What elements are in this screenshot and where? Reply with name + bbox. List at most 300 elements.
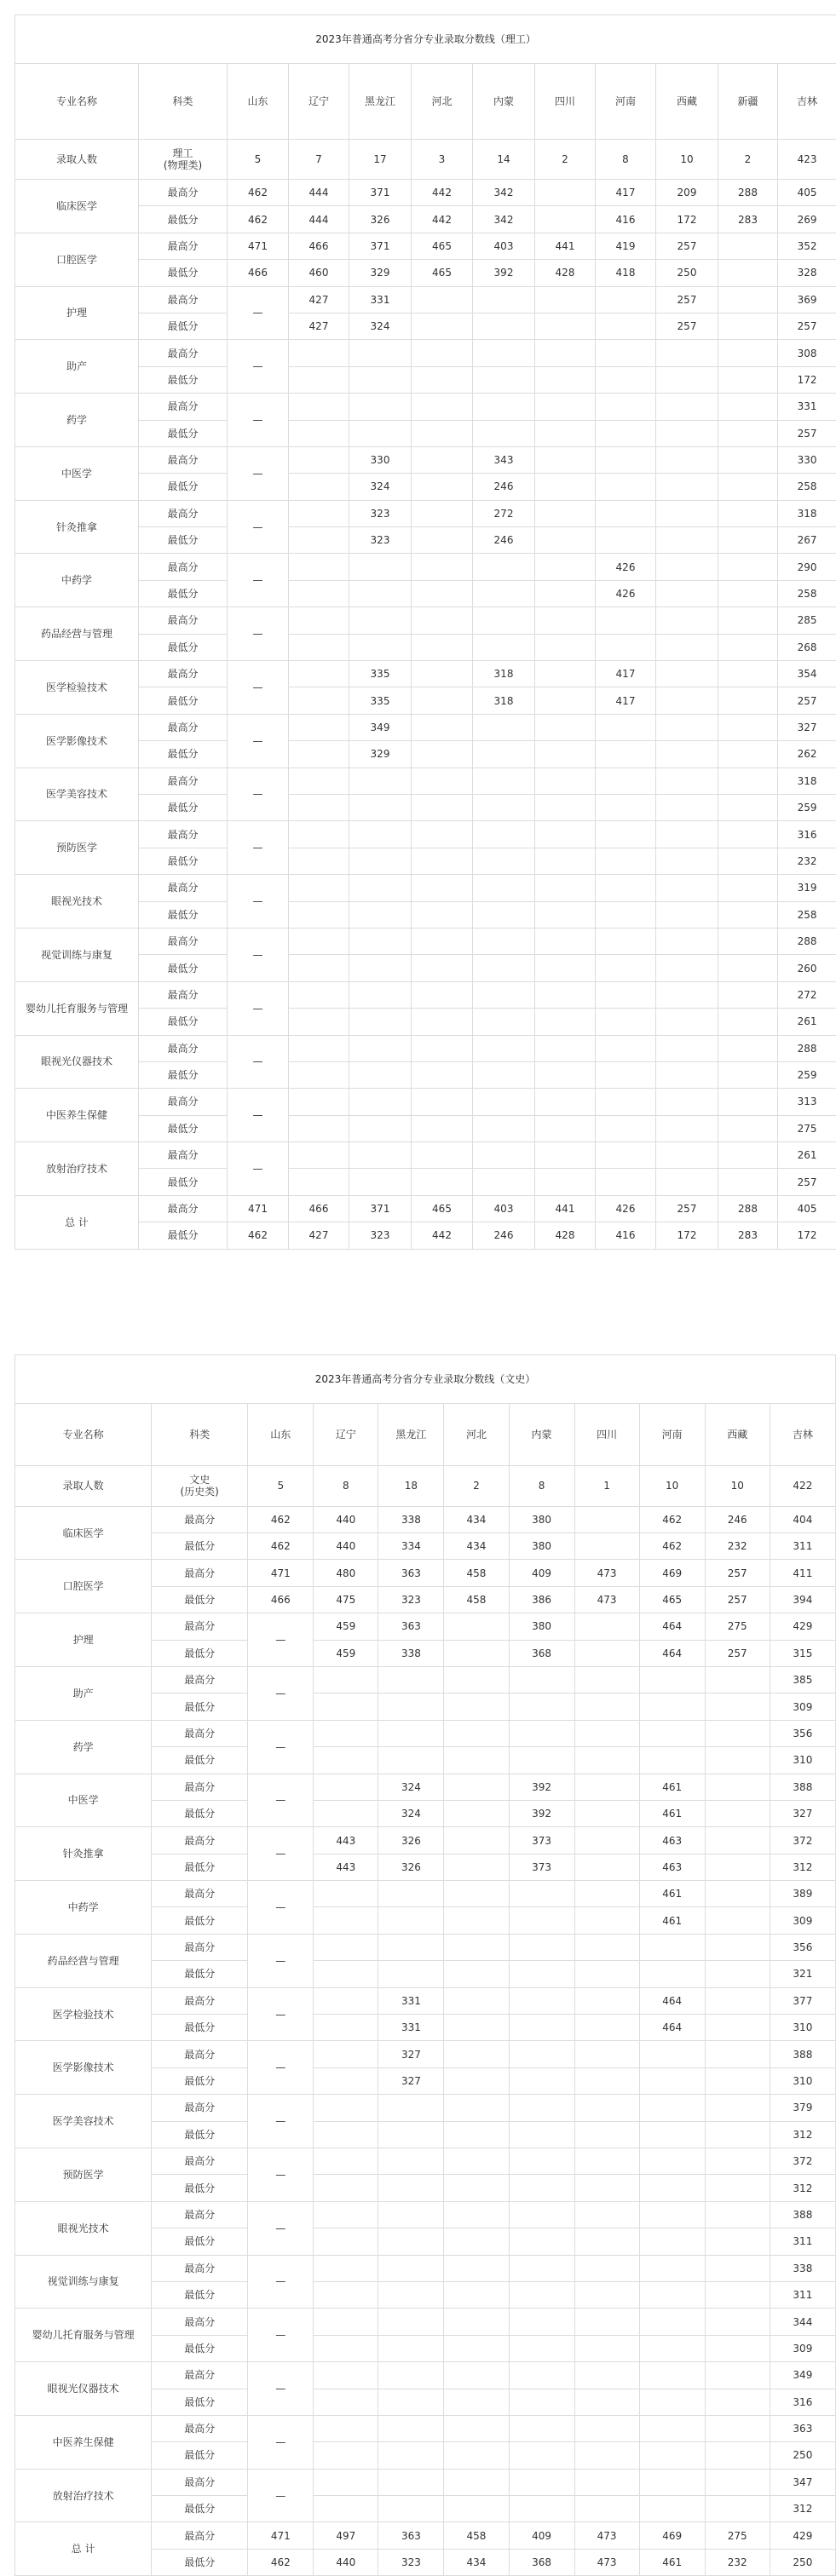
score-type-label: 最高分 xyxy=(139,875,228,901)
table-row xyxy=(15,2041,836,2067)
score-cell xyxy=(705,2442,770,2469)
score-cell xyxy=(314,2281,378,2308)
score-cell: 272 xyxy=(473,500,535,526)
score-cell xyxy=(535,607,596,634)
score-cell xyxy=(574,1774,639,1800)
score-cell xyxy=(289,527,349,554)
score-cell xyxy=(574,1613,639,1640)
score-type-label: 最低分 xyxy=(139,794,228,820)
not-enrolled-dash: — xyxy=(228,928,289,981)
score-cell: 443 xyxy=(314,1827,378,1854)
score-cell: 257 xyxy=(656,286,718,313)
score-type-label: 最低分 xyxy=(152,1586,248,1613)
not-enrolled-dash: — xyxy=(228,394,289,447)
score-cell xyxy=(656,794,718,820)
score-cell xyxy=(574,1881,639,1907)
score-cell: 426 xyxy=(596,1195,656,1222)
score-cell xyxy=(574,2281,639,2308)
major-name: 眼视光仪器技术 xyxy=(15,1035,139,1089)
score-cell xyxy=(349,981,412,1008)
score-cell xyxy=(718,527,778,554)
score-cell xyxy=(509,2121,574,2148)
score-cell: 342 xyxy=(473,180,535,206)
score-cell: 257 xyxy=(778,687,836,714)
score-cell xyxy=(639,2228,705,2255)
score-cell: 461 xyxy=(639,1800,705,1826)
not-enrolled-dash: — xyxy=(228,1142,289,1196)
score-cell xyxy=(412,794,473,820)
score-cell xyxy=(705,1987,770,2014)
score-cell: 349 xyxy=(770,2362,835,2389)
score-cell xyxy=(509,2148,574,2175)
score-cell xyxy=(656,714,718,740)
score-cell xyxy=(412,848,473,874)
score-cell xyxy=(656,768,718,794)
not-enrolled-dash: — xyxy=(248,1987,314,2041)
score-cell xyxy=(656,1115,718,1141)
score-type-label: 最高分 xyxy=(139,821,228,848)
score-cell xyxy=(509,2175,574,2201)
score-cell xyxy=(705,2362,770,2389)
score-cell xyxy=(444,2015,509,2041)
score-cell xyxy=(535,206,596,233)
score-cell xyxy=(705,2389,770,2415)
table-row xyxy=(15,634,836,660)
score-cell xyxy=(289,901,349,928)
score-cell: 369 xyxy=(778,286,836,313)
score-cell xyxy=(596,794,656,820)
not-enrolled-dash: — xyxy=(248,1774,314,1827)
table-title: 2023年普通高考分省分专业录取分数线（理工） xyxy=(15,15,836,64)
score-cell xyxy=(718,794,778,820)
score-cell: 429 xyxy=(770,1613,835,1640)
score-cell xyxy=(412,875,473,901)
score-cell: 246 xyxy=(705,1506,770,1532)
score-cell xyxy=(412,661,473,687)
header-province: 山东 xyxy=(228,64,289,140)
score-cell xyxy=(574,1747,639,1774)
major-name: 医学检验技术 xyxy=(15,1987,152,2041)
score-cell xyxy=(535,687,596,714)
total-label: 总 计 xyxy=(15,1195,139,1249)
score-cell xyxy=(718,446,778,473)
score-cell xyxy=(705,1961,770,1987)
score-cell xyxy=(444,2067,509,2094)
score-cell xyxy=(314,2067,378,2094)
score-cell: 471 xyxy=(248,1560,314,1586)
score-cell: 434 xyxy=(444,1506,509,1532)
table-row xyxy=(15,180,836,206)
score-cell xyxy=(705,1934,770,1960)
score-cell xyxy=(535,286,596,313)
header-province: 山东 xyxy=(248,1403,314,1465)
score-cell xyxy=(444,2228,509,2255)
score-cell xyxy=(444,1774,509,1800)
score-cell xyxy=(509,2067,574,2094)
score-cell xyxy=(349,768,412,794)
major-name: 护理 xyxy=(15,286,139,340)
score-type-label: 最低分 xyxy=(139,527,228,554)
score-cell xyxy=(509,1987,574,2014)
score-cell: 343 xyxy=(473,446,535,473)
enroll-count: 7 xyxy=(289,140,349,180)
score-cell xyxy=(412,340,473,366)
score-cell xyxy=(349,1009,412,1035)
score-cell xyxy=(444,1640,509,1666)
score-cell: 309 xyxy=(770,2335,835,2361)
score-type-label: 最高分 xyxy=(152,2309,248,2335)
score-cell xyxy=(596,313,656,339)
score-cell xyxy=(639,1747,705,1774)
score-cell xyxy=(574,1907,639,1934)
enroll-count: 5 xyxy=(228,140,289,180)
score-type-label: 最低分 xyxy=(139,955,228,981)
score-cell: 331 xyxy=(778,394,836,420)
score-cell xyxy=(473,1142,535,1169)
header-province: 内蒙 xyxy=(509,1403,574,1465)
major-name: 眼视光技术 xyxy=(15,2201,152,2255)
score-cell: 318 xyxy=(778,768,836,794)
score-cell xyxy=(639,2389,705,2415)
score-cell xyxy=(289,394,349,420)
score-cell xyxy=(314,1720,378,1746)
score-cell xyxy=(349,1061,412,1088)
score-cell: 257 xyxy=(778,313,836,339)
score-cell xyxy=(349,875,412,901)
score-cell xyxy=(412,607,473,634)
score-cell: 458 xyxy=(444,2522,509,2549)
score-cell xyxy=(596,848,656,874)
enroll-row xyxy=(15,140,836,180)
major-name: 临床医学 xyxy=(15,1506,152,1560)
score-cell: 257 xyxy=(656,313,718,339)
not-enrolled-dash: — xyxy=(248,2041,314,2095)
header-province: 四川 xyxy=(535,64,596,140)
score-cell xyxy=(656,500,718,526)
score-cell xyxy=(473,366,535,393)
score-cell xyxy=(473,875,535,901)
major-name: 婴幼儿托育服务与管理 xyxy=(15,981,139,1035)
score-cell: 417 xyxy=(596,661,656,687)
score-cell: 327 xyxy=(378,2041,444,2067)
score-cell xyxy=(444,1854,509,1880)
score-type-label: 最高分 xyxy=(152,1827,248,1854)
header-row xyxy=(15,1403,836,1465)
score-cell xyxy=(314,1693,378,1720)
score-cell: 329 xyxy=(349,741,412,768)
score-cell xyxy=(444,2469,509,2495)
table-row xyxy=(15,687,836,714)
score-cell xyxy=(378,1961,444,1987)
score-cell xyxy=(289,875,349,901)
table-row xyxy=(15,233,836,259)
score-cell: 258 xyxy=(778,901,836,928)
table-row xyxy=(15,821,836,848)
score-cell: 311 xyxy=(770,2228,835,2255)
score-cell xyxy=(509,2415,574,2441)
score-cell: 313 xyxy=(778,1089,836,1115)
score-cell xyxy=(656,634,718,660)
header-province: 新疆 xyxy=(718,64,778,140)
score-cell: 334 xyxy=(378,1533,444,1560)
score-cell: 392 xyxy=(509,1774,574,1800)
table-row xyxy=(15,206,836,233)
score-cell xyxy=(473,607,535,634)
enroll-count: 8 xyxy=(314,1465,378,1506)
score-cell xyxy=(718,474,778,500)
score-cell xyxy=(378,2095,444,2121)
score-cell: 363 xyxy=(378,2522,444,2549)
score-cell: 335 xyxy=(349,687,412,714)
header-province: 黑龙江 xyxy=(378,1403,444,1465)
score-cell xyxy=(349,1142,412,1169)
score-cell xyxy=(596,1089,656,1115)
score-cell xyxy=(535,1061,596,1088)
score-cell xyxy=(289,1089,349,1115)
score-cell xyxy=(314,2389,378,2415)
score-cell xyxy=(596,366,656,393)
score-cell: 311 xyxy=(770,2281,835,2308)
table-row xyxy=(15,1506,836,1532)
score-cell xyxy=(535,955,596,981)
score-cell: 354 xyxy=(778,661,836,687)
score-cell: 372 xyxy=(770,1827,835,1854)
score-cell xyxy=(705,1666,770,1693)
score-cell xyxy=(705,1854,770,1880)
score-cell xyxy=(705,1907,770,1934)
score-type-label: 最低分 xyxy=(139,1061,228,1088)
score-cell xyxy=(535,474,596,500)
score-cell xyxy=(289,768,349,794)
score-cell xyxy=(596,1142,656,1169)
score-cell xyxy=(596,500,656,526)
score-cell: 309 xyxy=(770,1693,835,1720)
major-name: 针灸推拿 xyxy=(15,500,139,554)
score-cell xyxy=(718,554,778,580)
score-cell xyxy=(656,340,718,366)
score-cell: 258 xyxy=(778,580,836,607)
score-type-label: 最低分 xyxy=(152,1800,248,1826)
score-type-label: 最低分 xyxy=(152,2015,248,2041)
score-cell xyxy=(639,2041,705,2067)
score-type-label: 最高分 xyxy=(152,1720,248,1746)
score-cell xyxy=(535,180,596,206)
score-cell: 434 xyxy=(444,1533,509,1560)
score-cell: 323 xyxy=(349,527,412,554)
score-cell xyxy=(509,1666,574,1693)
score-cell xyxy=(509,2362,574,2389)
table-row xyxy=(15,1061,836,1088)
score-cell xyxy=(574,1506,639,1532)
enroll-label: 录取人数 xyxy=(15,1465,152,1506)
score-cell xyxy=(718,286,778,313)
score-cell xyxy=(656,1035,718,1061)
score-cell: 324 xyxy=(349,313,412,339)
score-cell: 464 xyxy=(639,1613,705,1640)
score-cell xyxy=(473,1169,535,1195)
score-cell xyxy=(349,394,412,420)
score-cell: 283 xyxy=(718,206,778,233)
major-name: 药品经营与管理 xyxy=(15,1934,152,1987)
score-cell xyxy=(444,1800,509,1826)
header-major: 专业名称 xyxy=(15,1403,152,1465)
major-name: 药学 xyxy=(15,394,139,447)
table-row xyxy=(15,1774,836,1800)
score-cell: 318 xyxy=(473,661,535,687)
score-cell xyxy=(378,2389,444,2415)
score-cell xyxy=(444,1747,509,1774)
score-cell xyxy=(444,2041,509,2067)
score-cell xyxy=(444,1666,509,1693)
score-cell xyxy=(314,2469,378,2495)
score-cell xyxy=(705,2067,770,2094)
enroll-count: 18 xyxy=(378,1465,444,1506)
score-cell: 429 xyxy=(770,2522,835,2549)
score-cell xyxy=(718,955,778,981)
score-cell: 368 xyxy=(509,1640,574,1666)
enroll-count: 423 xyxy=(778,140,836,180)
enroll-count: 8 xyxy=(509,1465,574,1506)
score-cell xyxy=(574,1533,639,1560)
table-row xyxy=(15,420,836,446)
score-cell: 335 xyxy=(349,661,412,687)
header-major: 专业名称 xyxy=(15,64,139,140)
score-cell xyxy=(314,2015,378,2041)
score-cell xyxy=(289,955,349,981)
score-cell: 466 xyxy=(228,260,289,286)
score-cell xyxy=(444,2415,509,2441)
score-cell xyxy=(718,340,778,366)
major-name: 中医学 xyxy=(15,446,139,500)
score-cell xyxy=(412,1035,473,1061)
score-type-label: 最高分 xyxy=(139,661,228,687)
table-row xyxy=(15,2362,836,2389)
not-enrolled-dash: — xyxy=(248,2469,314,2522)
not-enrolled-dash: — xyxy=(228,446,289,500)
score-cell xyxy=(596,955,656,981)
not-enrolled-dash: — xyxy=(228,981,289,1035)
score-cell xyxy=(639,2095,705,2121)
score-type-label: 最低分 xyxy=(139,901,228,928)
table-row xyxy=(15,1089,836,1115)
score-cell: 267 xyxy=(778,527,836,554)
score-cell xyxy=(289,848,349,874)
score-cell: 411 xyxy=(770,1560,835,1586)
score-type-label: 最高分 xyxy=(139,607,228,634)
score-cell xyxy=(509,2442,574,2469)
score-cell: 461 xyxy=(639,1774,705,1800)
score-cell xyxy=(289,1009,349,1035)
not-enrolled-dash: — xyxy=(248,1720,314,1774)
score-cell xyxy=(314,2121,378,2148)
score-cell xyxy=(705,2201,770,2228)
score-cell xyxy=(574,2041,639,2067)
score-cell: 473 xyxy=(574,2522,639,2549)
score-cell xyxy=(574,2201,639,2228)
table-row xyxy=(15,394,836,420)
score-cell: 319 xyxy=(778,875,836,901)
score-cell xyxy=(473,768,535,794)
score-cell: 321 xyxy=(770,1961,835,1987)
score-cell xyxy=(444,1934,509,1960)
score-cell: 461 xyxy=(639,2549,705,2575)
score-cell xyxy=(444,1961,509,1987)
score-cell xyxy=(509,1747,574,1774)
title-row xyxy=(15,1354,836,1403)
score-cell: 310 xyxy=(770,2015,835,2041)
score-type-label: 最高分 xyxy=(139,1142,228,1169)
score-cell: 258 xyxy=(778,474,836,500)
score-cell xyxy=(289,607,349,634)
score-cell: 462 xyxy=(228,1222,289,1249)
score-type-label: 最高分 xyxy=(152,2148,248,2175)
score-cell xyxy=(289,500,349,526)
major-name: 护理 xyxy=(15,1613,152,1667)
score-cell xyxy=(574,2335,639,2361)
score-cell xyxy=(639,1720,705,1746)
score-cell: 288 xyxy=(718,1195,778,1222)
enroll-count: 17 xyxy=(349,140,412,180)
header-row xyxy=(15,64,836,140)
score-cell xyxy=(444,1881,509,1907)
score-cell xyxy=(509,1907,574,1934)
score-cell xyxy=(535,661,596,687)
score-cell: 389 xyxy=(770,1881,835,1907)
score-cell xyxy=(412,981,473,1008)
score-cell: 318 xyxy=(473,687,535,714)
header-province: 河北 xyxy=(444,1403,509,1465)
enroll-count: 10 xyxy=(705,1465,770,1506)
table-row xyxy=(15,1613,836,1640)
score-cell xyxy=(596,714,656,740)
score-cell xyxy=(473,286,535,313)
header-province: 黑龙江 xyxy=(349,64,412,140)
score-cell xyxy=(349,554,412,580)
score-cell xyxy=(509,2496,574,2522)
score-cell xyxy=(718,1169,778,1195)
score-cell xyxy=(535,901,596,928)
score-cell xyxy=(639,2148,705,2175)
score-cell: 428 xyxy=(535,1222,596,1249)
score-cell xyxy=(314,2095,378,2121)
score-cell: 257 xyxy=(705,1560,770,1586)
score-cell xyxy=(718,1142,778,1169)
score-cell xyxy=(596,901,656,928)
score-cell: 261 xyxy=(778,1142,836,1169)
not-enrolled-dash: — xyxy=(248,2309,314,2362)
score-cell: 209 xyxy=(656,180,718,206)
score-cell xyxy=(444,2442,509,2469)
score-cell: 388 xyxy=(770,2041,835,2067)
header-subject: 科类 xyxy=(139,64,228,140)
score-cell: 331 xyxy=(349,286,412,313)
major-name: 医学检验技术 xyxy=(15,661,139,715)
score-cell: 417 xyxy=(596,180,656,206)
table-row xyxy=(15,313,836,339)
table-title: 2023年普通高考分省分专业录取分数线（文史） xyxy=(15,1354,836,1403)
score-cell xyxy=(574,2228,639,2255)
score-cell: 328 xyxy=(778,260,836,286)
score-cell xyxy=(656,848,718,874)
score-cell xyxy=(509,2389,574,2415)
score-cell: 250 xyxy=(656,260,718,286)
score-type-label: 最高分 xyxy=(139,714,228,740)
score-type-label: 最低分 xyxy=(139,1169,228,1195)
score-cell xyxy=(314,2041,378,2067)
score-cell xyxy=(574,2148,639,2175)
score-cell xyxy=(535,875,596,901)
score-cell xyxy=(314,2175,378,2201)
